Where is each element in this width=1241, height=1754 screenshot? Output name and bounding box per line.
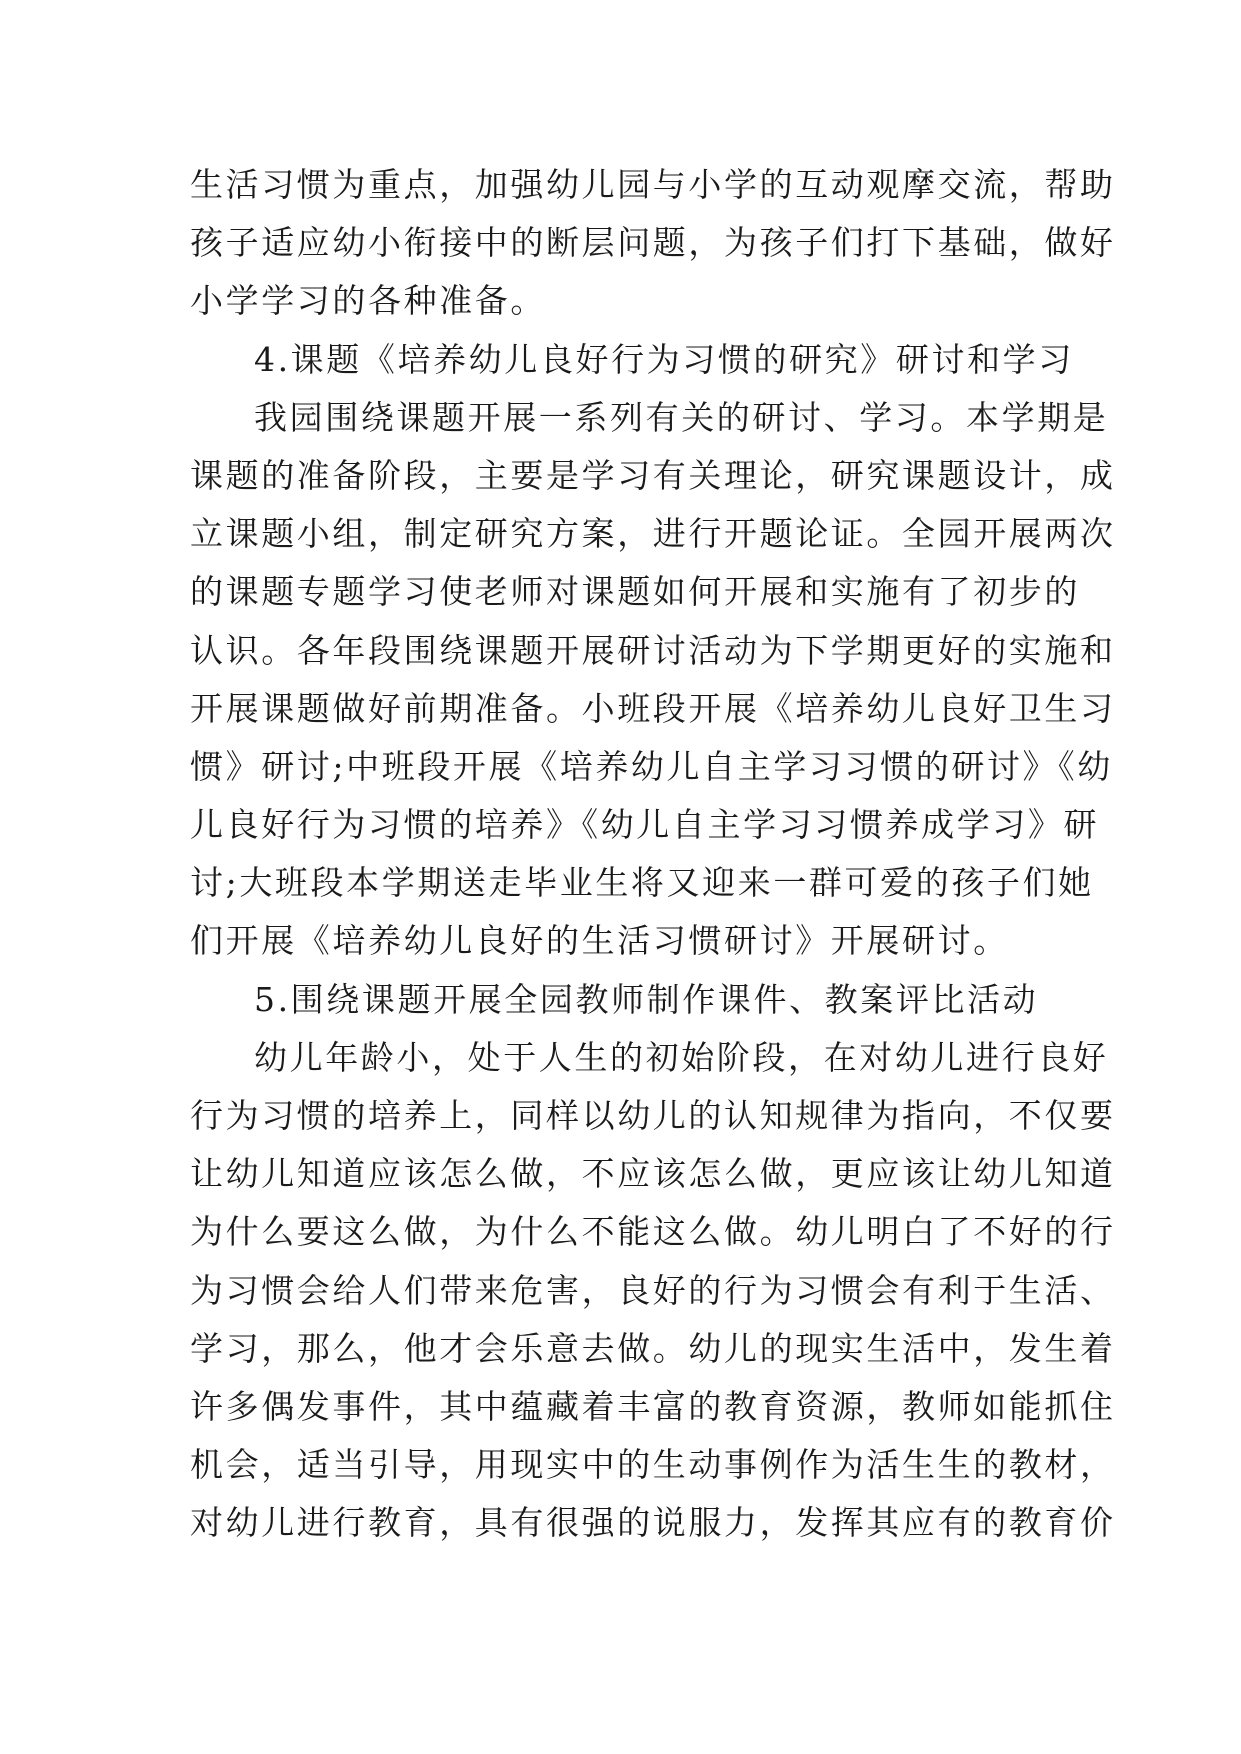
document-body [190, 156, 1116, 1553]
text-line: 让幼儿知道应该怎么做，不应该怎么做，更应该让幼儿知道 [190, 1154, 1116, 1194]
text-line: 生活习惯为重点，加强幼儿园与小学的互动观摩交流，帮助 [190, 165, 1116, 204]
text-line: 小学学习的各种准备。 [190, 281, 546, 321]
text-line: 孩子适应幼小衔接中的断层问题，为孩子们打下基础，做好 [190, 223, 1116, 263]
text-line: 的课题专题学习使老师对课题如何开展和实施有了初步的 [190, 572, 1080, 612]
text-line: 学习，那么，他才会乐意去做。幼儿的现实生活中，发生着 [190, 1328, 1116, 1368]
text-line: 行为习惯的培养上，同样以幼儿的认知规律为指向，不仅要 [190, 1096, 1116, 1135]
text-line: 课题的准备阶段，主要是学习有关理论，研究课题设计，成 [190, 455, 1116, 495]
text-line: 认识。各年段围绕课题开展研讨活动为下学期更好的实施和 [190, 630, 1116, 670]
text-line: 许多偶发事件，其中蕴藏着丰富的教育资源，教师如能抓住 [190, 1386, 1116, 1426]
text-line: 机会，适当引导，用现实中的生动事例作为活生生的教材， [190, 1445, 1116, 1485]
text-line: 幼儿年龄小，处于人生的初始阶段，在对幼儿进行良好 [254, 1037, 1109, 1077]
text-line: 4.课题《培养幼儿良好行为习惯的研究》研讨和学习 [254, 339, 1074, 379]
text-line: 5.围绕课题开展全园教师制作课件、教案评比活动 [254, 979, 1039, 1019]
text-line: 们开展《培养幼儿良好的生活习惯研讨》开展研讨。 [190, 921, 1009, 961]
text-line: 对幼儿进行教育，具有很强的说服力，发挥其应有的教育价 [190, 1503, 1116, 1543]
text-line: 惯》研讨;中班段开展《培养幼儿自主学习习惯的研讨》《幼 [190, 746, 1113, 786]
text-line: 为什么要这么做，为什么不能这么做。幼儿明白了不好的行 [190, 1212, 1116, 1252]
text-line: 开展课题做好前期准备。小班段开展《培养幼儿良好卫生习 [190, 688, 1116, 728]
text-line: 我园围绕课题开展一系列有关的研讨、学习。本学期是 [254, 397, 1109, 437]
text-line: 讨;大班段本学期送走毕业生将又迎来一群可爱的孩子们她 [190, 863, 1094, 903]
text-line: 儿良好行为习惯的培养》《幼儿自主学习习惯养成学习》研 [190, 805, 1100, 845]
text-line: 立课题小组，制定研究方案，进行开题论证。全园开展两次 [190, 514, 1116, 554]
text-line: 为习惯会给人们带来危害，良好的行为习惯会有利于生活、 [190, 1270, 1116, 1310]
